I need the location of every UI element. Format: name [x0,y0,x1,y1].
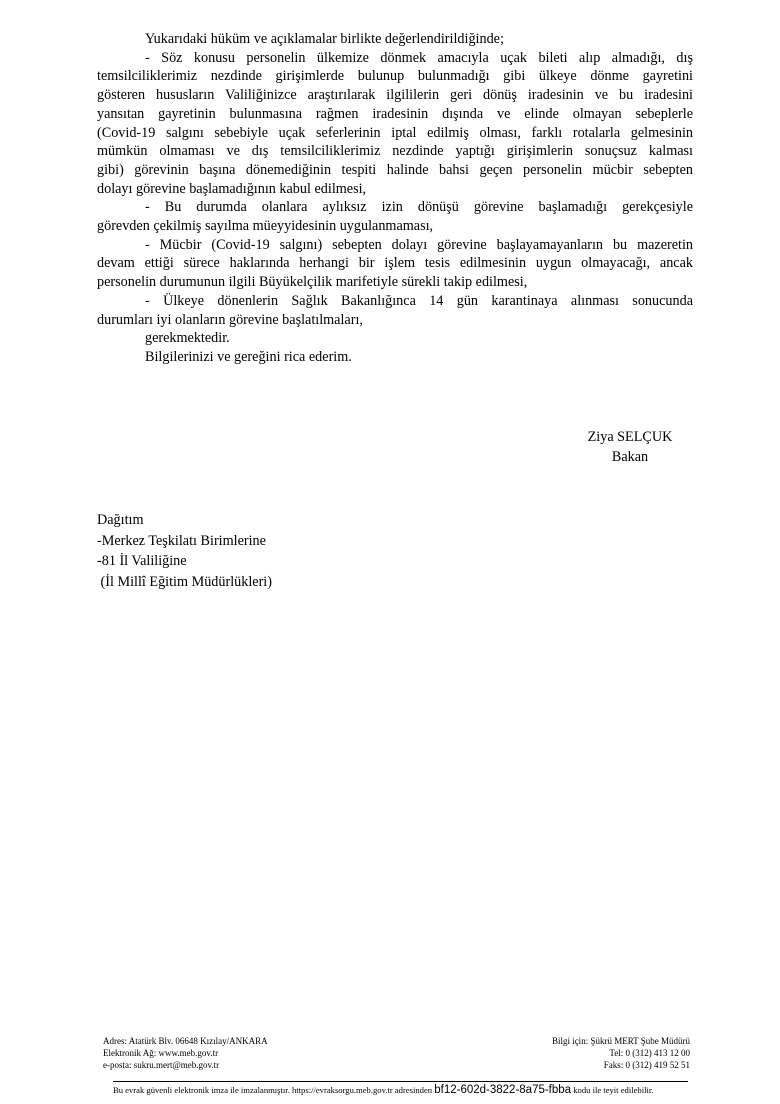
item-4-paragraph [97,292,693,329]
item-4-line: durumları iyi olanların görevine başlatılmaları, [97,311,363,328]
item-3-line: personelin durumunun ilgili Büyükelçilik marifetiyle sürekli takip edilmesi, [97,274,528,291]
e-signature-note [113,1084,693,1096]
footer-divider [113,1081,688,1082]
signature-block [560,427,700,467]
closing-request: Bilgilerinizi ve gereğini rica ederim. [145,348,352,365]
e-signature-note-suffix: kodu ile teyit edilebilir. [571,1085,654,1095]
signatory-name: Ziya SELÇUK [587,429,673,445]
signatory-title: Bakan [611,449,649,465]
item-2-line: görevden çekilmiş sayılma müeyyidesinin uygulanmaması, [97,218,434,235]
item-2-line: - Bu durumda olanlara aylıksız izin dönüşü görevine başlamadığı gerekçesiyle [145,199,693,216]
item-1-paragraph [97,49,693,199]
footer-tel: Tel: 0 (312) 413 12 00 [609,1048,690,1058]
item-4-line: - Ülkeye dönenlerin Sağlık Bakanlığınca 14 gün karantinaya alınması sonucunda [145,292,693,309]
item-1-line: gösteren hususların Valiliğinizce araştırılarak ilgililerin geri dönüş iradesinin ve bu iradesini [97,87,693,104]
item-3-line: devam ettiği sürece haklarında herhangi bir işlem tesis edilmesinin uygun olmayacağı, ancak [97,255,693,272]
closing-required: gerekmektedir. [145,330,230,347]
footer-contact [103,1035,268,1071]
intro-paragraph: Yukarıdaki hüküm ve açıklamalar birlikte değerlendirildiğinde; [145,31,504,47]
distribution-item: (İl Millî Eğitim Müdürlükleri) [97,573,272,590]
letter-body [97,30,693,367]
footer-info-person: Bilgi için: Şükrü MERT Şube Müdürü [551,1036,690,1046]
item-1-line: temsilciliklerimiz nezdinde girişimlerde bulunup bulunmadığı gibi ülkeye dönme gayretini [97,68,693,85]
item-3-paragraph [97,236,693,292]
footer-fax: Faks: 0 (312) 419 52 51 [603,1060,690,1070]
distribution-list [97,510,272,592]
distribution-item: -Merkez Teşkilatı Birimlerine [97,532,266,549]
item-3-line: - Mücbir (Covid-19 salgını) sebepten dolayı görevine başlayamayanların bu mazeretin [145,236,693,253]
item-1-line: mümkün olmaması ve dış temsilciliklerimiz nezdinde yaptığı girişimlerin sonuçsuz kalması [97,143,693,160]
footer-info [552,1035,690,1071]
item-1-line: dolayı görevine başlamadığının kabul edilmesi, [97,180,367,197]
distribution-heading: Dağıtım [97,512,144,528]
distribution-item: -81 İl Valiliğine [97,553,187,569]
item-2-paragraph [97,198,693,235]
footer-network[interactable]: Elektronik Ağ: www.meb.gov.tr [103,1048,219,1058]
footer-address: Adres: Atatürk Blv. 06648 Kızılay/ANKARA [103,1036,268,1046]
item-1-line: - Söz konusu personelin ülkemize dönmek amacıyla uçak bileti alıp almadığı, dış [145,49,693,66]
item-1-line: yansıtan gayretinin bulunmasına rağmen iradesinin dışında ve elinde olmayan sebeplerle [97,105,693,122]
footer-email[interactable]: e-posta: sukru.mert@meb.gov.tr [103,1060,220,1070]
item-1-line: (Covid-19 salgını sebebiyle uçak seferlerinin iptal edilmiş olması, farklı rotalarla gelmesinin [97,124,693,141]
e-signature-note-prefix: Bu evrak güvenli elektronik imza ile imzalanmıştır. https://evraksorgu.meb.gov.tr adresinden [113,1085,435,1095]
verification-code: bf12-602d-3822-8a75-fbba [434,1084,572,1096]
item-1-line: gibi) görevinin başına dönemediğinin tespiti halinde bahsi geçen personelin mücbir sebepten [97,161,693,178]
